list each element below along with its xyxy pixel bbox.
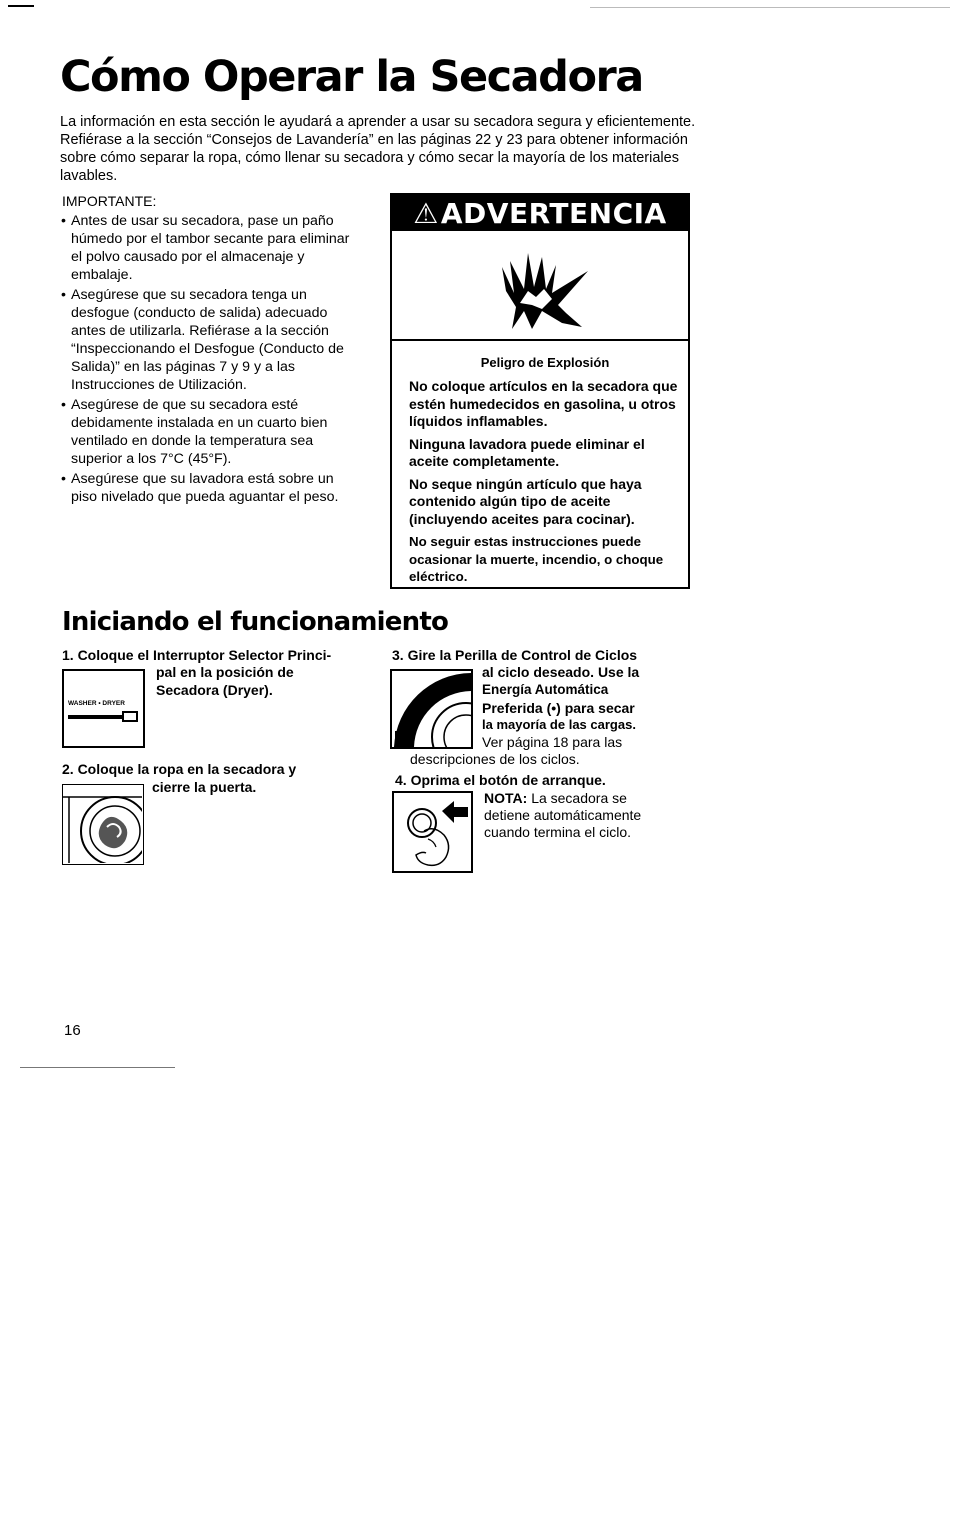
selector-switch-illustration — [62, 669, 145, 748]
dryer-drum-icon — [63, 785, 142, 863]
step3-label-line4: Preferida (•) para secar — [482, 700, 635, 716]
warning-triangle-icon: ⚠ — [413, 196, 439, 230]
step3-text-line1: Ver página 18 para las — [482, 734, 623, 750]
top-rule — [590, 7, 950, 8]
section-heading: Iniciando el funcionamiento — [62, 607, 449, 637]
step4-nota-line1 — [484, 790, 627, 807]
warning-subtitle: Peligro de Explosión — [480, 355, 610, 370]
warning-box — [390, 193, 690, 589]
step2-label-line2: cierre la puerta. — [152, 779, 257, 795]
step3-label-line3: Energía Automática — [482, 682, 609, 697]
step1-label-line1: 1. Coloque el Interruptor Selector Princi- — [62, 647, 332, 663]
step3-label-line1: 3. Gire la Perilla de Control de Ciclos — [392, 647, 638, 663]
intro-paragraph: La información en esta sección le ayudará a aprender a usar su secadora segura y eficientemente. Refiérase a la sección “Consejos de Lavandería” en las páginas 22 y 23 para obtener información sobre cómo separar la ropa, cómo llenar su secadora y cómo secar la mayoría de los materiales lavables. — [60, 114, 696, 184]
list-item: • Antes de usar su secadora, pase un paño húmedo por el tambor secante para eliminar el polvo causado por el almacenaje y embalaje. — [60, 212, 360, 284]
start-button-illustration — [392, 791, 473, 873]
list-item: • Asegúrese que su lavadora está sobre un piso nivelado que pueda aguantar el peso. — [60, 470, 360, 506]
warning-paragraph: No seguir estas instrucciones puede ocasionar la muerte, incendio, o choque eléctrico. — [409, 534, 664, 584]
switch-slider-icon — [68, 715, 124, 719]
step4-nota-line3: cuando termina el ciclo. — [484, 824, 632, 840]
step1-label-line3: Secadora (Dryer). — [156, 682, 273, 698]
warning-heading: ADVERTENCIA — [440, 196, 667, 230]
page-number: 16 — [64, 1022, 81, 1039]
cycle-knob-illustration — [390, 669, 473, 749]
dryer-door-illustration — [62, 784, 144, 865]
step2-label-line1: 2. Coloque la ropa en la secadora y — [62, 761, 297, 777]
control-knob-icon — [392, 671, 471, 747]
list-item: • Asegúrese que su secadora tenga un desfogue (conducto de salida) adecuado antes de utilizarla. Refiérase a la sección “Inspeccionando el Desfogue (Conducto de Salida)” en las páginas 7 y 9 y a las Instrucciones de Utilización. — [60, 286, 360, 394]
top-left-mark — [8, 5, 34, 7]
nota-label: NOTA: — [484, 790, 528, 806]
switch-knob-icon — [122, 711, 138, 722]
step4-label: 4. Oprima el botón de arranque. — [395, 772, 606, 788]
start-button-icon — [394, 793, 471, 871]
warning-paragraph: No coloque artículos en la secadora que estén humedecidos en gasolina, u otros líquidos inflamables. — [409, 378, 678, 429]
step3-label-line5: la mayoría de las cargas. — [482, 717, 636, 732]
switch-label: WASHER • DRYER — [68, 700, 125, 707]
importante-heading: IMPORTANTE: — [62, 193, 157, 209]
step3-label-line2: al ciclo deseado. Use la — [482, 664, 640, 680]
bottom-rule — [20, 1067, 175, 1068]
warning-paragraph: No seque ningún artículo que haya contenido algún tipo de aceite (incluyendo aceites para cocinar). — [409, 475, 642, 527]
warning-header — [392, 195, 688, 231]
warning-paragraph: Ninguna lavadora puede eliminar el aceite completamente. — [409, 435, 645, 469]
list-item: • Asegúrese de que su secadora esté debidamente instalada en un cuarto bien ventilado en donde la temperatura sea superior a los 7°C (45°F). — [60, 396, 360, 468]
importante-list — [60, 212, 360, 508]
nota-text-line1: La secadora se — [531, 790, 627, 806]
warning-pictogram — [392, 231, 688, 341]
step4-nota-line2: detiene automáticamente — [484, 807, 642, 823]
step3-text-line2: descripciones de los ciclos. — [410, 751, 580, 767]
step1-label-line2: pal en la posición de — [156, 664, 294, 680]
warning-body — [409, 355, 681, 591]
page-title: Cómo Operar la Secadora — [60, 52, 643, 102]
explosion-icon — [392, 231, 688, 339]
